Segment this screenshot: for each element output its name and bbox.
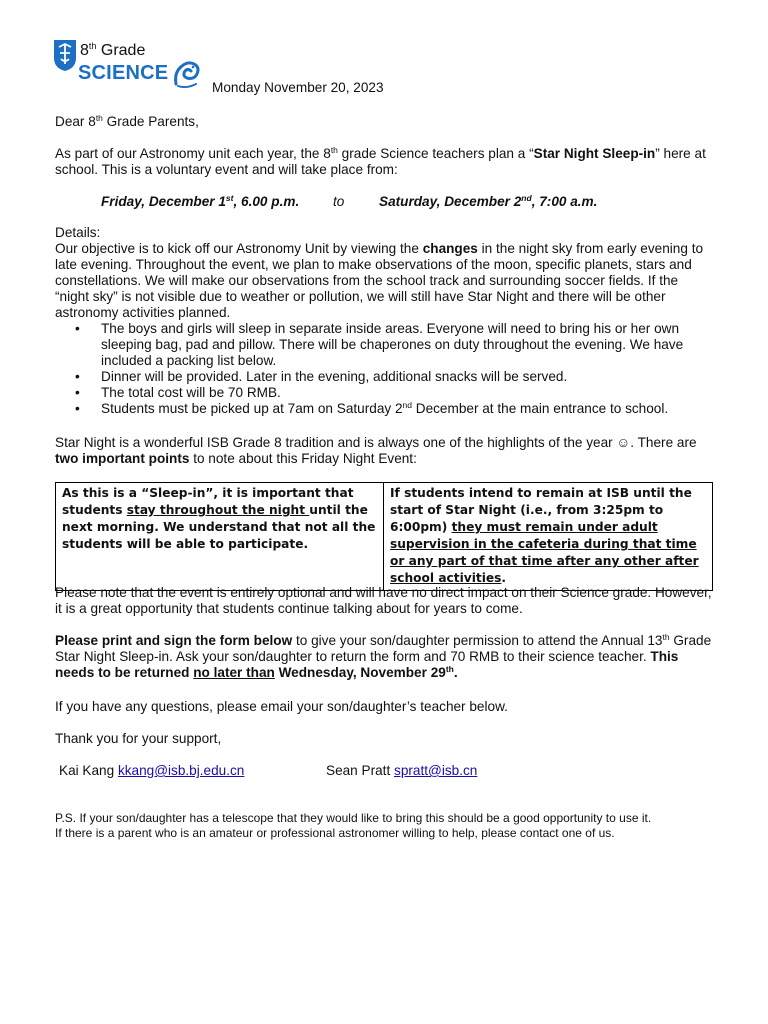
logo-science-text: SCIENCE [78,62,169,84]
isb-emblem-icon [52,38,78,72]
contact-kai-kang [59,763,244,779]
bullet-icon: • [75,401,80,416]
school-logo [50,36,202,92]
dragon-icon [172,58,202,90]
details-paragraph: Our objective is to kick off our Astronomy Unit by viewing the changes in the night sky from early evening to late evening. Throughout the event, we plan to make observations of the moon, specific planets, stars and constellations. We will make our observations from the school track and surrounding soccer fields. If the “night sky” is not visible due to weather or pollution, we will still have Star Night and there will be other astronomy activities planned. [55,241,704,320]
email-link-spratt[interactable]: spratt@isb.cn [394,763,478,778]
bullet-icon: • [75,369,80,384]
thanks-line: Thank you for your support, [55,731,222,746]
contact-name: Sean Pratt [326,763,391,778]
contact-name: Kai Kang [59,763,115,778]
details-bullet-list [55,321,715,417]
questions-line: If you have any questions, please email your son/daughter’s teacher below. [55,699,508,714]
table-row [56,483,713,591]
contact-sean-pratt [326,763,477,779]
point-supervision: If students intend to remain at ISB until the start of Star Night (i.e., from 3:25pm to 6:00pm) they must remain under adult supervision in the cafeteria during that time or any part of that time after any other after school activities. [384,483,713,591]
important-points-table [55,482,713,591]
event-timeframe [101,194,721,209]
ps-line-1: P.S. If your son/daughter has a telescope that they would like to bring this should be a good opportunity to use it. [55,811,652,825]
list-item: • The total cost will be 70 RMB. [75,385,281,400]
bullet-icon: • [75,321,80,336]
list-item: • Students must be picked up at 7am on Saturday 2nd December at the main entrance to school. [75,400,669,416]
postscript [55,811,735,841]
optional-note-paragraph: Please note that the event is entirely optional and will have no direct impact on their Science grade. However, it is a great opportunity that students continue talking about for years to come. [55,585,712,616]
event-to: to [333,194,345,209]
list-item: • The boys and girls will sleep in separate inside areas. Everyone will need to bring his or her own sleeping bag, pad and pillow. There will be chaperones on duty throughout the evening. We have included a packing list below. [75,321,684,368]
permission-paragraph: Please print and sign the form below to give your son/daughter permission to attend the Annual 13th Grade Star Night Sleep-in. Ask your son/daughter to return the form and 70 RMB to their science teacher. This needs to be returned no later than Wednesday, November 29th. [55,632,712,680]
bullet-icon: • [75,385,80,400]
event-end: Saturday, December 2nd, 7:00 a.m. [379,193,598,209]
list-item: • Dinner will be provided. Later in the evening, additional snacks will be served. [75,369,568,384]
ps-line-2: If there is a parent who is an amateur or professional astronomer willing to help, please contact one of us. [55,826,615,840]
tradition-paragraph: Star Night is a wonderful ISB Grade 8 tradition and is always one of the highlights of the year ☺. There are two important points to note about this Friday Night Event: [55,435,697,466]
event-start: Friday, December 1st, 6.00 p.m. [101,193,300,209]
point-sleep-in: As this is a “Sleep-in”, it is important that students stay throughout the night until the next morning. We understand that not all the students will be able to participate. [56,483,384,591]
email-link-kkang[interactable]: kkang@isb.bj.edu.cn [117,763,245,778]
salutation: Dear 8th Grade Parents, [55,113,199,129]
intro-paragraph: As part of our Astronomy unit each year, the 8th grade Science teachers plan a “Star Night Sleep-in” here at school. This is a voluntary event and will take place from: [55,145,706,177]
logo-grade-text: 8th Grade [80,41,146,59]
letter-date: Monday November 20, 2023 [212,80,384,95]
details-heading: Details: [55,225,101,240]
